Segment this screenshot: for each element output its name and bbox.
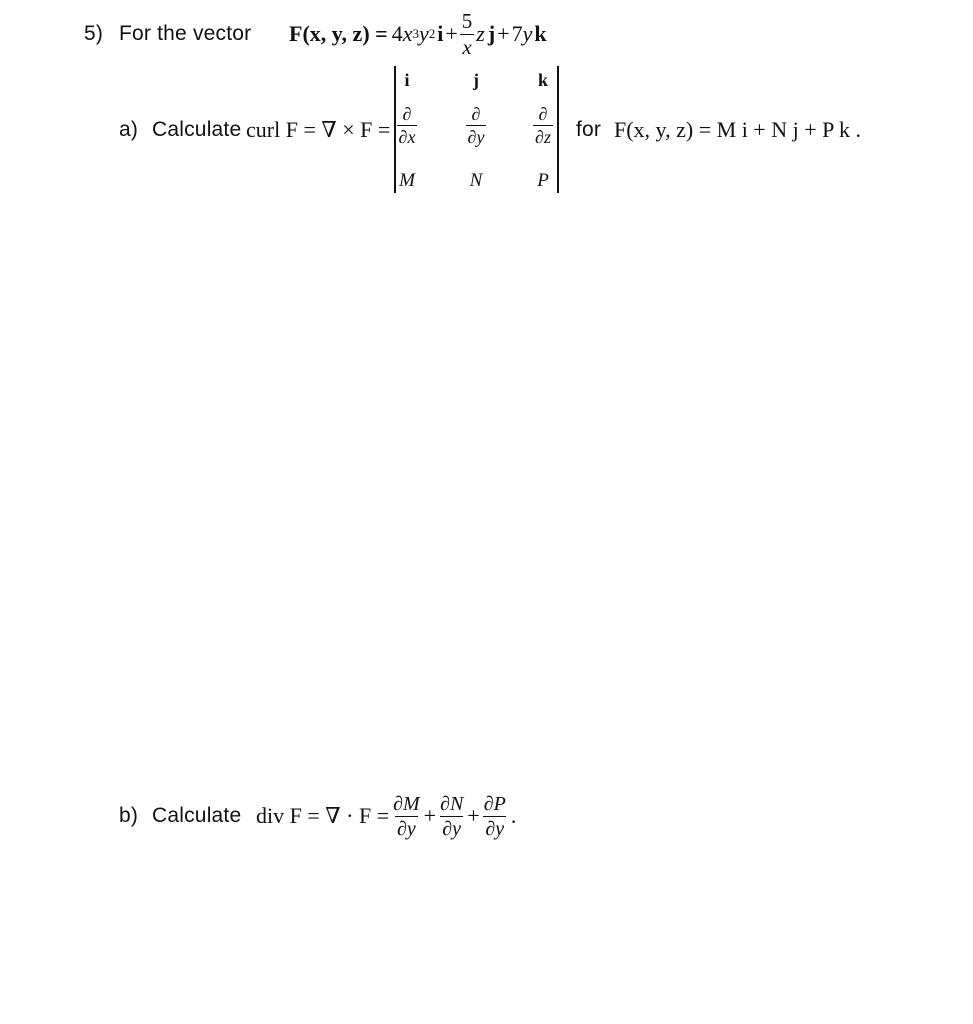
partial-z: ∂z xyxy=(535,127,551,147)
matrix-M: M xyxy=(399,170,415,191)
term3-y: y xyxy=(522,21,533,46)
div-expression: div F = ∇ · F = xyxy=(256,803,390,828)
term1-coef: 4 xyxy=(391,21,403,46)
unit-k: k xyxy=(534,21,547,46)
unit-i: i xyxy=(437,21,444,46)
term2-z: z xyxy=(476,21,485,46)
for-text: for xyxy=(576,118,602,141)
unit-j: j xyxy=(487,21,496,46)
fraction-denominator: x xyxy=(462,34,472,59)
partial-symbol: ∂ xyxy=(538,104,548,124)
frac3-denominator: ∂y xyxy=(485,817,505,840)
divergence-formula xyxy=(256,788,516,844)
vector-field-formula: F(x, y, z) = 4 x 3 y 2 i + $\frac{5}{x}$ z j + 7 y k xyxy=(289,8,547,59)
matrix-k: k xyxy=(537,70,548,90)
frac3-numerator: ∂P xyxy=(483,792,506,815)
matrix-i: i xyxy=(404,70,410,90)
fraction-dP-dy xyxy=(482,794,508,839)
frac2-denominator: ∂y xyxy=(442,817,462,840)
frac2-numerator: ∂N xyxy=(440,792,464,815)
fraction-dM-dy xyxy=(391,794,422,839)
term1-x: x xyxy=(402,21,413,46)
matrix-partial-y xyxy=(456,105,496,146)
problem-intro: For the vector xyxy=(119,22,252,45)
part-b-label: b) xyxy=(119,804,139,827)
matrix-j: j xyxy=(473,70,479,90)
matrix-N: N xyxy=(469,170,483,191)
fraction-numerator: 5 xyxy=(461,8,473,33)
period: . xyxy=(510,803,517,828)
partial-x: ∂x xyxy=(398,127,416,147)
problem-number: 5) xyxy=(84,22,104,45)
partial-y: ∂y xyxy=(467,127,485,147)
plus-sign: + xyxy=(497,21,510,46)
field-components-expression: F(x, y, z) = M i + N j + P k . xyxy=(614,117,862,142)
vector-lhs: F(x, y, z) = xyxy=(289,21,388,46)
plus-sign: + xyxy=(445,21,458,46)
frac1-denominator: ∂y xyxy=(396,817,416,840)
matrix-partial-z xyxy=(523,105,563,146)
part-a-instruction: Calculate xyxy=(152,118,242,141)
term1-y: y xyxy=(418,21,429,46)
matrix-partial-x xyxy=(387,105,427,146)
part-a-label: a) xyxy=(119,118,139,141)
fraction-dN-dy xyxy=(438,794,465,839)
fraction-5-over-x xyxy=(460,8,475,59)
matrix-P: P xyxy=(537,170,549,191)
curl-expression: curl F = ∇ × F = xyxy=(246,117,391,142)
term3-coef: 7 xyxy=(511,21,523,46)
partial-symbol: ∂ xyxy=(402,104,412,124)
frac1-numerator: ∂M xyxy=(393,792,420,815)
plus-sign: + xyxy=(467,803,480,828)
part-b-instruction: Calculate xyxy=(152,804,242,827)
partial-symbol: ∂ xyxy=(471,104,481,124)
plus-sign: + xyxy=(423,803,437,828)
